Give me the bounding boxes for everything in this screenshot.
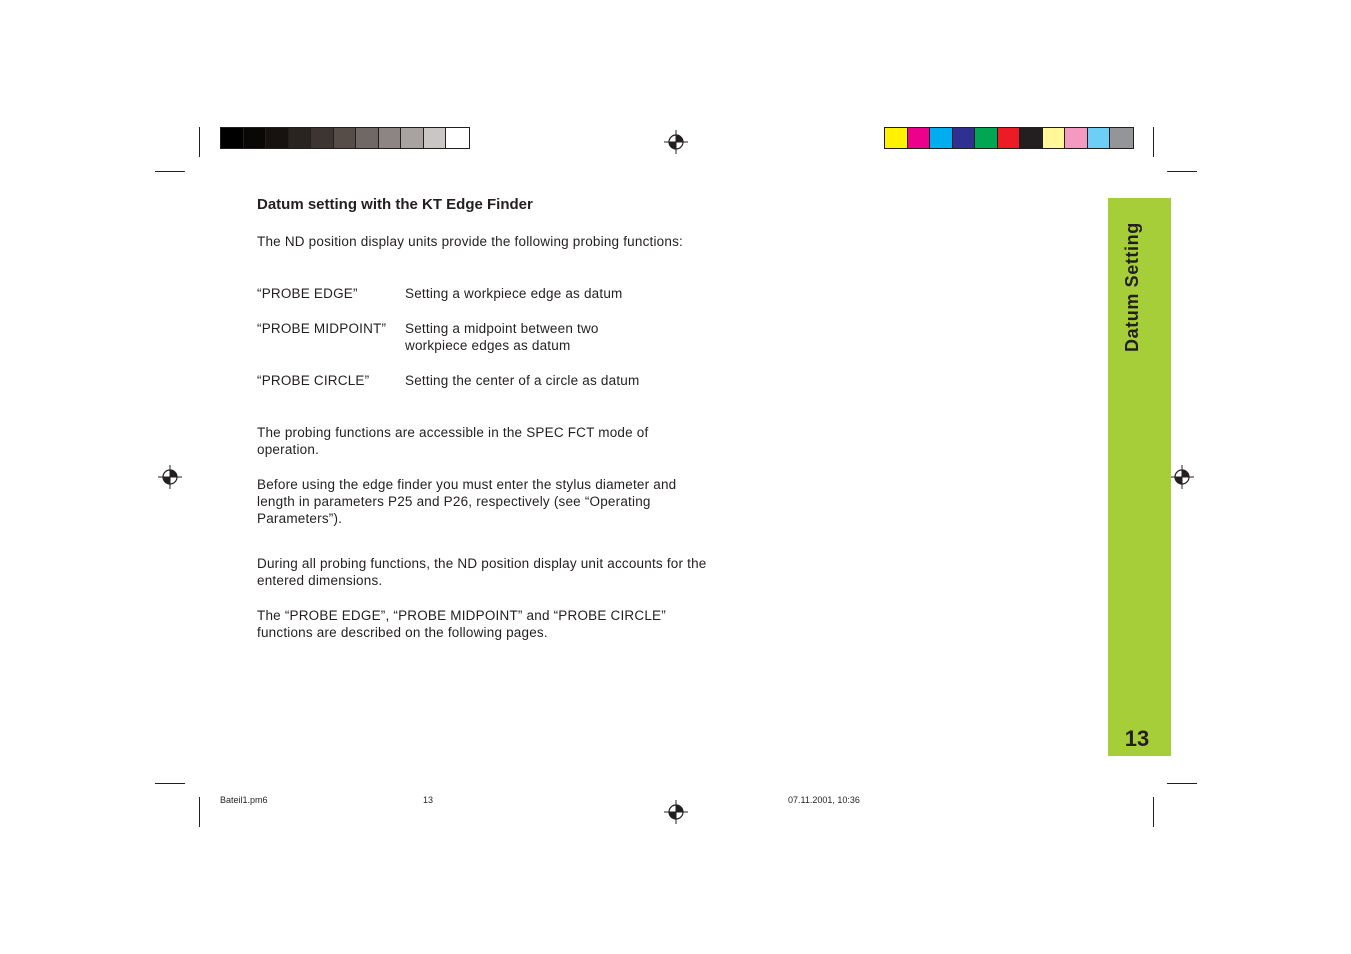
crop-mark [1153, 797, 1154, 827]
intro-text: The ND position display units provide the following probing functions: [257, 234, 683, 249]
paragraph: During all probing functions, the ND position display unit accounts for the entered dimensions. [257, 556, 707, 588]
slug-filename: Bateil1.pm6 [220, 795, 268, 805]
calibration-swatch [908, 128, 931, 148]
calibration-swatch [930, 128, 953, 148]
calibration-swatch [998, 128, 1021, 148]
probe-function-description: Setting a workpiece edge as datum [405, 286, 623, 301]
paragraph: The “PROBE EDGE”, “PROBE MIDPOINT” and “PROBE CIRCLE” functions are described on the following pages. [257, 608, 666, 640]
calibration-swatch [244, 128, 267, 148]
paragraph: The probing functions are accessible in the SPEC FCT mode of operation. [257, 425, 649, 457]
calibration-swatch [334, 128, 357, 148]
calibration-swatch [1043, 128, 1066, 148]
crop-mark [155, 171, 185, 172]
slug-page: 13 [423, 795, 434, 805]
calibration-swatch [975, 128, 998, 148]
slug-datetime: 07.11.2001, 10:36 [788, 795, 860, 805]
calibration-swatch [1020, 128, 1043, 148]
crop-mark [155, 783, 185, 784]
page-number: 13 [1124, 726, 1150, 751]
crop-mark [1167, 783, 1197, 784]
calibration-swatch [356, 128, 379, 148]
calibration-swatch [953, 128, 976, 148]
calibration-swatch [311, 128, 334, 148]
calibration-swatch [1110, 128, 1133, 148]
probe-function-description: Setting the center of a circle as datum [405, 373, 640, 388]
color-calibration-bar [884, 127, 1134, 149]
registration-mark-icon [158, 465, 182, 489]
calibration-swatch [424, 128, 447, 148]
registration-mark-icon [1170, 465, 1194, 489]
calibration-swatch [221, 128, 244, 148]
section-tab-title: Datum Setting [1122, 222, 1142, 352]
crop-mark [1153, 127, 1154, 157]
calibration-swatch [266, 128, 289, 148]
calibration-swatch [1088, 128, 1111, 148]
calibration-swatch [1065, 128, 1088, 148]
crop-mark [199, 127, 200, 157]
crop-mark [1167, 171, 1197, 172]
page-heading: Datum setting with the KT Edge Finder [257, 196, 533, 213]
calibration-swatch [379, 128, 402, 148]
calibration-swatch [401, 128, 424, 148]
registration-mark-icon [664, 800, 688, 824]
registration-mark-icon [664, 130, 688, 154]
calibration-swatch [446, 128, 469, 148]
probe-function-term: “PROBE CIRCLE” [257, 373, 370, 388]
crop-mark [199, 797, 200, 827]
paragraph: Before using the edge finder you must enter the stylus diameter and length in parameters P25 and P26, respectively (see “Operating Parameters”). [257, 477, 677, 526]
calibration-swatch [885, 128, 908, 148]
calibration-swatch [289, 128, 312, 148]
probe-function-description: Setting a midpoint between two workpiece edges as datum [405, 321, 599, 353]
probe-function-term: “PROBE MIDPOINT” [257, 321, 387, 336]
grayscale-calibration-bar [220, 127, 470, 149]
probe-function-term: “PROBE EDGE” [257, 286, 358, 301]
